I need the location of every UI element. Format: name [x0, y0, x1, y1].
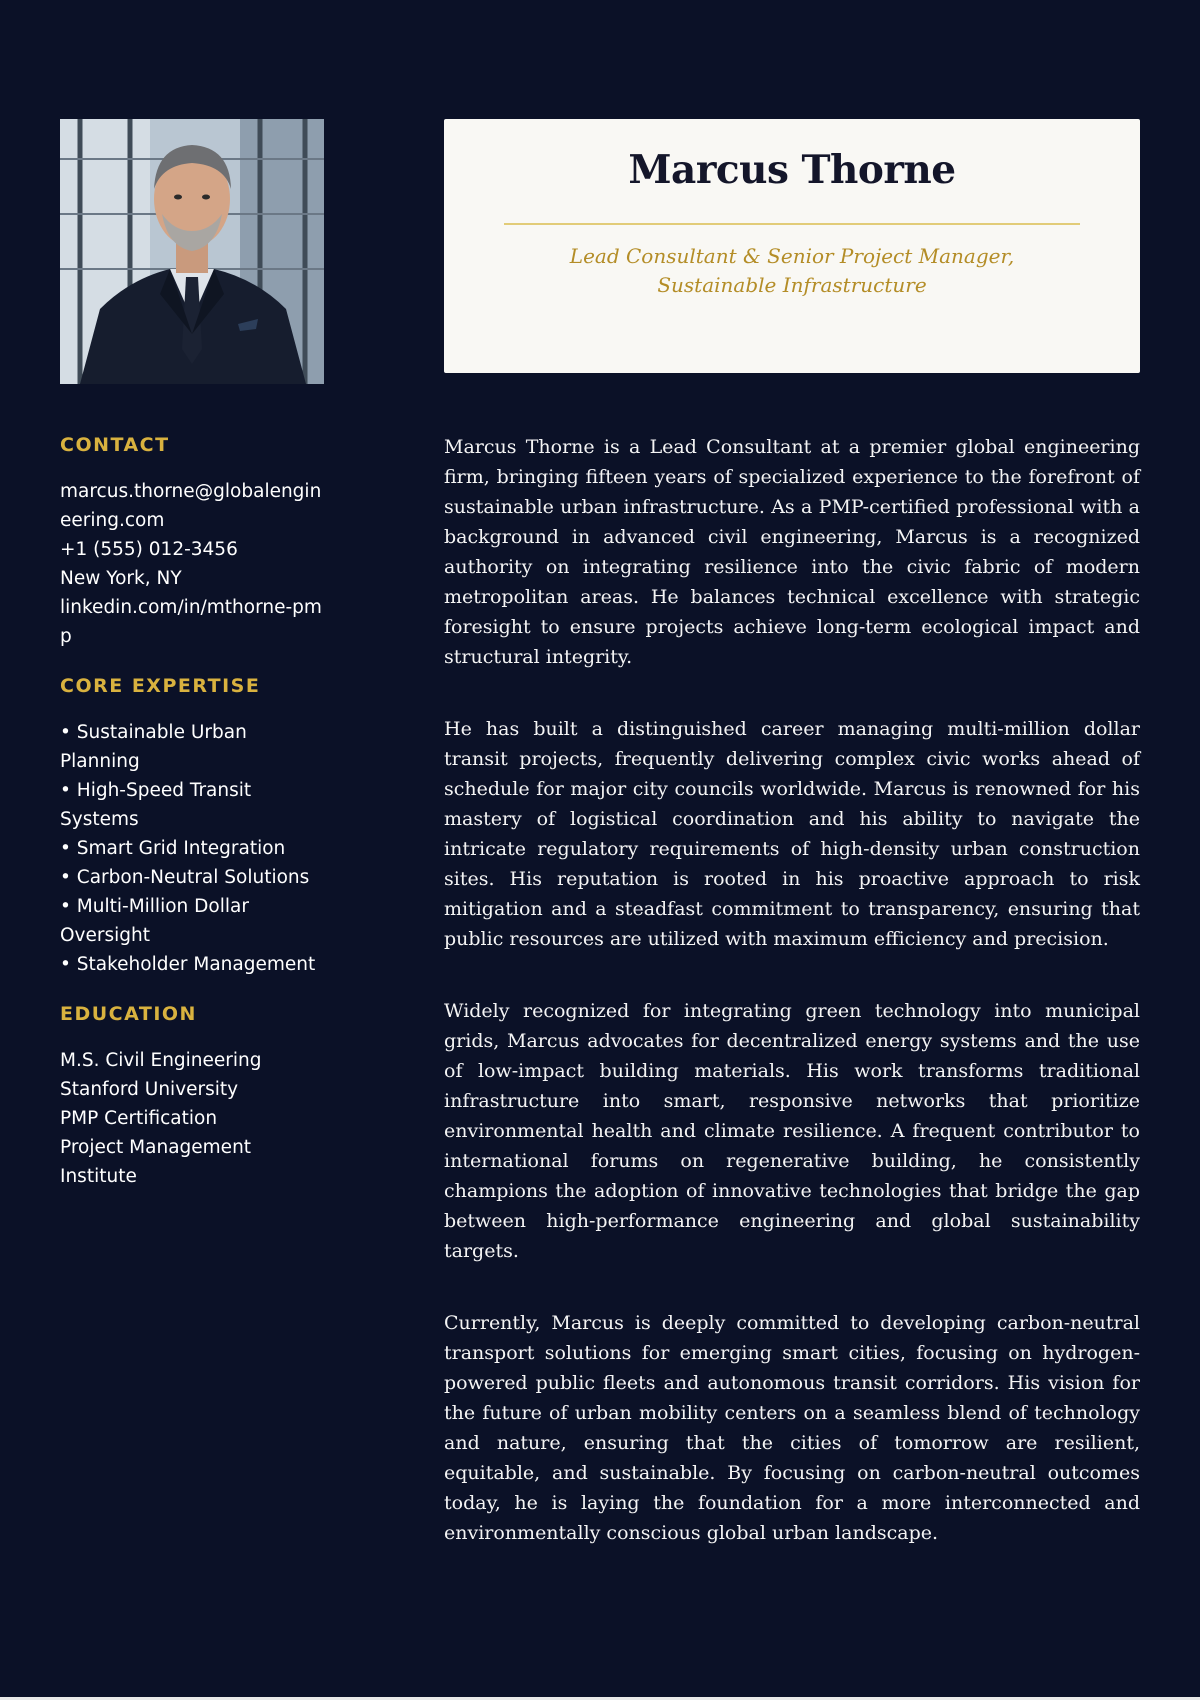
header-divider	[504, 223, 1080, 225]
portrait-photo	[60, 119, 324, 384]
list-item: M.S. Civil Engineering	[60, 1050, 262, 1071]
sidebar	[60, 119, 330, 1191]
contact-linkedin[interactable]: linkedin.com/in/mthorne-pmp	[60, 597, 322, 647]
list-item: • Stakeholder Management	[60, 954, 316, 975]
contact-heading: CONTACT	[60, 434, 170, 456]
biography	[444, 432, 1140, 1590]
education-heading: EDUCATION	[60, 1003, 197, 1025]
contact-phone: +1 (555) 012-3456	[60, 539, 238, 560]
list-item: Project Management Institute	[60, 1137, 252, 1187]
bio-paragraph: Currently, Marcus is deeply committed to developing carbon-neutral transport solutions for emerging smart cities, focusing on hydrogen-powered public fleets and autonomous transit corridors. His vision for the future of urban mobility centers on a seamless blend of technology and nature, ensuring that the cities of tomorrow are resilient, equitable, and sustainable. By focusing on carbon-neutral outcomes today, he is laying the foundation for a more interconnected and environmentally conscious global urban landscape.	[444, 1312, 1140, 1544]
list-item: • Carbon-Neutral Solutions	[60, 867, 310, 888]
header-card	[444, 119, 1140, 373]
list-item: • Smart Grid Integration	[60, 838, 286, 859]
list-item: • High-Speed Transit Systems	[60, 780, 252, 830]
contact-location: New York, NY	[60, 568, 182, 589]
contact-email[interactable]: marcus.thorne@globalengineering.com	[60, 481, 322, 531]
portrait-icon	[60, 119, 324, 384]
expertise-list	[60, 718, 330, 979]
education-list	[60, 1046, 330, 1191]
list-item: Stanford University	[60, 1079, 239, 1100]
bio-paragraph: Widely recognized for integrating green technology into municipal grids, Marcus advocates for decentralized energy systems and the use of low-impact building materials. His work transforms traditional infrastructure into smart, responsive networks that prioritize environmental health and climate resilience. A frequent contributor to international forums on regenerative building, he consistently champions the adoption of innovative technologies that bridge the gap between high-performance engineering and global sustainability targets.	[444, 1000, 1140, 1262]
list-item: • Multi-Million Dollar Oversight	[60, 896, 249, 946]
bio-paragraph: Marcus Thorne is a Lead Consultant at a premier global engineering firm, bringing fifteen years of specialized experience to the forefront of sustainable urban infrastructure. As a PMP-certified professional with a background in advanced civil engineering, Marcus is a recognized authority on integrating resilience into the civic fabric of modern metropolitan areas. He balances technical excellence with strategic foresight to ensure projects achieve long-term ecological impact and structural integrity.	[444, 436, 1140, 668]
list-item: • Sustainable Urban Planning	[60, 722, 247, 772]
list-item: PMP Certification	[60, 1108, 218, 1129]
bio-paragraph: He has built a distinguished career managing multi-million dollar transit projects, frequently delivering complex civic works ahead of schedule for major city councils worldwide. Marcus is renowned for his mastery of logistical coordination and his ability to navigate the intricate regulatory requirements of high-density urban construction sites. His reputation is rooted in his proactive approach to risk mitigation and a steadfast commitment to transparency, ensuring that public resources are utilized with maximum efficiency and precision.	[444, 718, 1140, 950]
contact-list	[60, 477, 330, 651]
person-name: Marcus Thorne	[628, 147, 956, 193]
expertise-heading: CORE EXPERTISE	[60, 675, 261, 697]
job-title: Lead Consultant & Senior Project Manager, Sustainable Infrastructure	[569, 244, 1015, 297]
